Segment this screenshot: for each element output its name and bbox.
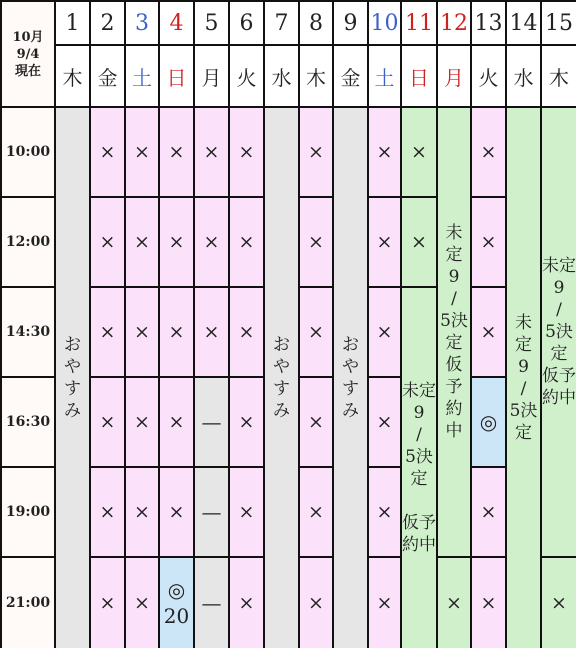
weekday-15: 木	[542, 46, 576, 108]
weekday-13: 火	[472, 46, 507, 108]
day-number-8: 8	[300, 2, 334, 46]
corner-header	[2, 2, 56, 108]
day-number-2: 2	[91, 2, 126, 46]
slot-day-15-21:00: ×	[542, 558, 576, 648]
available-mark: ◎	[167, 578, 186, 602]
slot-day-10-10:00: ×	[369, 108, 402, 198]
slot-day-6-12:00: ×	[230, 198, 265, 288]
slot-day-13-21:00: ×	[472, 558, 507, 648]
slot-day-8-12:00: ×	[300, 198, 334, 288]
slot-day-3-10:00: ×	[126, 108, 160, 198]
slot-day-5-14:30: ×	[195, 288, 230, 378]
slot-day-3-19:00: ×	[126, 468, 160, 558]
slot-day-8-21:00: ×	[300, 558, 334, 648]
weekday-8: 木	[300, 46, 334, 108]
status-note-day-9: おやすみ	[334, 108, 369, 648]
slot-day-10-16:30: ×	[369, 378, 402, 468]
day-number-15: 15	[542, 2, 576, 46]
slot-day-3-12:00: ×	[126, 198, 160, 288]
slot-day-4-12:00: ×	[160, 198, 195, 288]
slot-day-4-14:30: ×	[160, 288, 195, 378]
slot-day-3-14:30: ×	[126, 288, 160, 378]
weekday-6: 火	[230, 46, 265, 108]
as-of-date: 9/4	[16, 46, 40, 62]
slot-day-4-10:00: ×	[160, 108, 195, 198]
slot-day-5-10:00: ×	[195, 108, 230, 198]
slot-day-10-19:00: ×	[369, 468, 402, 558]
slot-day-4-21:00	[160, 558, 195, 648]
weekday-1: 木	[56, 46, 91, 108]
time-label: 14:30	[2, 288, 56, 378]
slot-day-3-16:30: ×	[126, 378, 160, 468]
day-number-3: 3	[126, 2, 160, 46]
slot-day-10-12:00: ×	[369, 198, 402, 288]
time-label: 21:00	[2, 558, 56, 648]
slot-day-10-21:00: ×	[369, 558, 402, 648]
slot-day-13-16:30: ◎	[472, 378, 507, 468]
weekday-5: 月	[195, 46, 230, 108]
slot-day-13-12:00: ×	[472, 198, 507, 288]
slot-day-8-16:30: ×	[300, 378, 334, 468]
time-label: 19:00	[2, 468, 56, 558]
weekday-7: 水	[265, 46, 300, 108]
day-number-1: 1	[56, 2, 91, 46]
slot-day-6-21:00: ×	[230, 558, 265, 648]
time-label: 12:00	[2, 198, 56, 288]
time-label: 16:30	[2, 378, 56, 468]
slot-day-8-19:00: ×	[300, 468, 334, 558]
month-label: 10月	[12, 29, 44, 45]
status-note-day-7: おやすみ	[265, 108, 300, 648]
weekday-14: 水	[507, 46, 542, 108]
status-note-day-14: 未定 9 / 5決定	[507, 108, 542, 648]
weekday-3: 土	[126, 46, 160, 108]
slot-day-13-10:00: ×	[472, 108, 507, 198]
day-number-9: 9	[334, 2, 369, 46]
slot-day-5-19:00: —	[195, 468, 230, 558]
slot-day-13-19:00: ×	[472, 468, 507, 558]
weekday-12: 月	[438, 46, 472, 108]
slot-day-2-19:00: ×	[91, 468, 126, 558]
day-number-12: 12	[438, 2, 472, 46]
status-note-day-15: 未定 9 / 5決定 仮予約中	[542, 108, 576, 558]
status-note-day-1: おやすみ	[56, 108, 91, 648]
weekday-11: 日	[402, 46, 438, 108]
slot-day-3-21:00: ×	[126, 558, 160, 648]
slot-day-6-14:30: ×	[230, 288, 265, 378]
slot-day-2-16:30: ×	[91, 378, 126, 468]
weekday-10: 土	[369, 46, 402, 108]
slot-day-5-12:00: ×	[195, 198, 230, 288]
slot-count: 20	[163, 604, 190, 628]
time-label: 10:00	[2, 108, 56, 198]
status-note-day-11: 未定 9 / 5決定 仮予約中	[402, 288, 438, 648]
day-number-6: 6	[230, 2, 265, 46]
slot-day-11-10:00: ×	[402, 108, 438, 198]
day-number-5: 5	[195, 2, 230, 46]
weekday-9: 金	[334, 46, 369, 108]
slot-day-13-14:30: ×	[472, 288, 507, 378]
day-number-10: 10	[369, 2, 402, 46]
weekday-2: 金	[91, 46, 126, 108]
day-number-4: 4	[160, 2, 195, 46]
slot-day-2-12:00: ×	[91, 198, 126, 288]
slot-day-2-21:00: ×	[91, 558, 126, 648]
status-note-day-12: 未定 9 / 5決定 仮予約中	[438, 108, 472, 558]
day-number-7: 7	[265, 2, 300, 46]
slot-day-6-19:00: ×	[230, 468, 265, 558]
slot-day-8-10:00: ×	[300, 108, 334, 198]
slot-day-6-10:00: ×	[230, 108, 265, 198]
slot-day-6-16:30: ×	[230, 378, 265, 468]
slot-day-4-19:00: ×	[160, 468, 195, 558]
slot-day-11-12:00: ×	[402, 198, 438, 288]
day-number-11: 11	[402, 2, 438, 46]
slot-day-5-21:00: —	[195, 558, 230, 648]
slot-day-12-21:00: ×	[438, 558, 472, 648]
slot-day-10-14:30: ×	[369, 288, 402, 378]
weekday-4: 日	[160, 46, 195, 108]
slot-day-8-14:30: ×	[300, 288, 334, 378]
day-number-14: 14	[507, 2, 542, 46]
as-of-suffix: 現在	[14, 63, 41, 79]
slot-day-2-14:30: ×	[91, 288, 126, 378]
slot-day-5-16:30: —	[195, 378, 230, 468]
slot-day-2-10:00: ×	[91, 108, 126, 198]
day-number-13: 13	[472, 2, 507, 46]
slot-day-4-16:30: ×	[160, 378, 195, 468]
